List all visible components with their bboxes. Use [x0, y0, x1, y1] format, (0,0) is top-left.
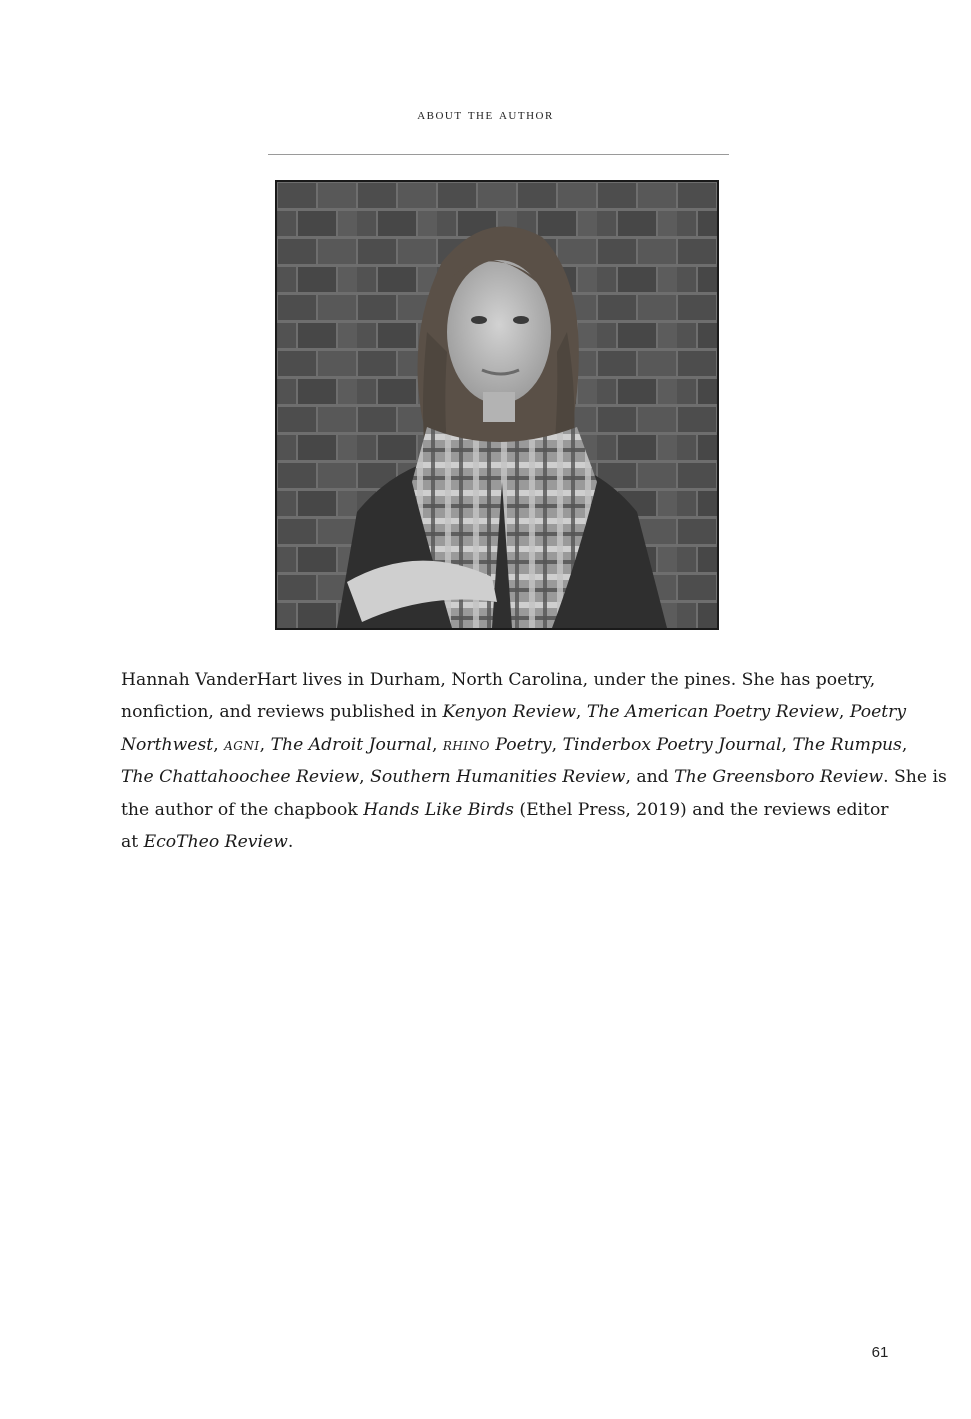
bio-text: ,	[551, 734, 563, 755]
bio-text: . She is	[883, 767, 947, 788]
publication-title: The Chattahoochee Review	[121, 767, 360, 788]
bio-text: ,	[781, 734, 793, 755]
publication-title: rhino	[442, 734, 490, 755]
bio-text: at	[121, 832, 144, 853]
bio-text: ,	[259, 734, 271, 755]
book-title: Hands Like Birds	[363, 799, 514, 820]
bio-text: ,	[901, 734, 908, 755]
bio-text: ,	[431, 734, 443, 755]
publication-title: agni	[224, 734, 260, 755]
publication-title: Kenyon Review	[442, 702, 576, 723]
publication-title: Poetry	[849, 702, 907, 723]
publication-title: Southern Humanities Review	[370, 767, 626, 788]
bio-text: .	[287, 832, 294, 853]
bio-text: (Ethel Press, 2019) and the reviews editor	[513, 799, 889, 820]
bio-text: Hannah VanderHart lives in Durham, North Carolina, under the pines. She has poetry,	[121, 670, 876, 690]
publication-title: Tinderbox Poetry Journal	[562, 734, 782, 755]
page-number: 61	[871, 1344, 889, 1361]
bio-text: ,	[575, 702, 587, 723]
author-photo	[275, 180, 719, 630]
bio-text: ,	[359, 767, 371, 788]
publication-title: The Greensboro Review	[674, 767, 884, 788]
bio-line	[121, 826, 881, 858]
publication-title: Northwest	[121, 734, 214, 755]
publication-title: The Adroit Journal	[270, 734, 432, 755]
page-title: about the author	[417, 107, 554, 123]
bio-line	[121, 664, 881, 696]
author-bio	[121, 664, 947, 858]
bio-text: nonfiction, and reviews published in	[121, 702, 443, 723]
publication-title: The American Poetry Review	[586, 702, 839, 723]
bio-text: ,	[838, 702, 850, 723]
bio-line	[121, 794, 889, 826]
bio-line	[121, 729, 908, 761]
title-divider	[268, 154, 729, 155]
bio-text: , and	[625, 767, 675, 788]
bio-text: ,	[213, 734, 225, 755]
bio-text: the author of the chapbook	[121, 799, 364, 820]
bio-line	[121, 761, 947, 793]
publication-title: EcoTheo Review	[143, 832, 288, 853]
publication-title: The Rumpus	[792, 734, 902, 755]
bio-line	[121, 696, 907, 728]
publication-title: Poetry	[489, 734, 552, 755]
